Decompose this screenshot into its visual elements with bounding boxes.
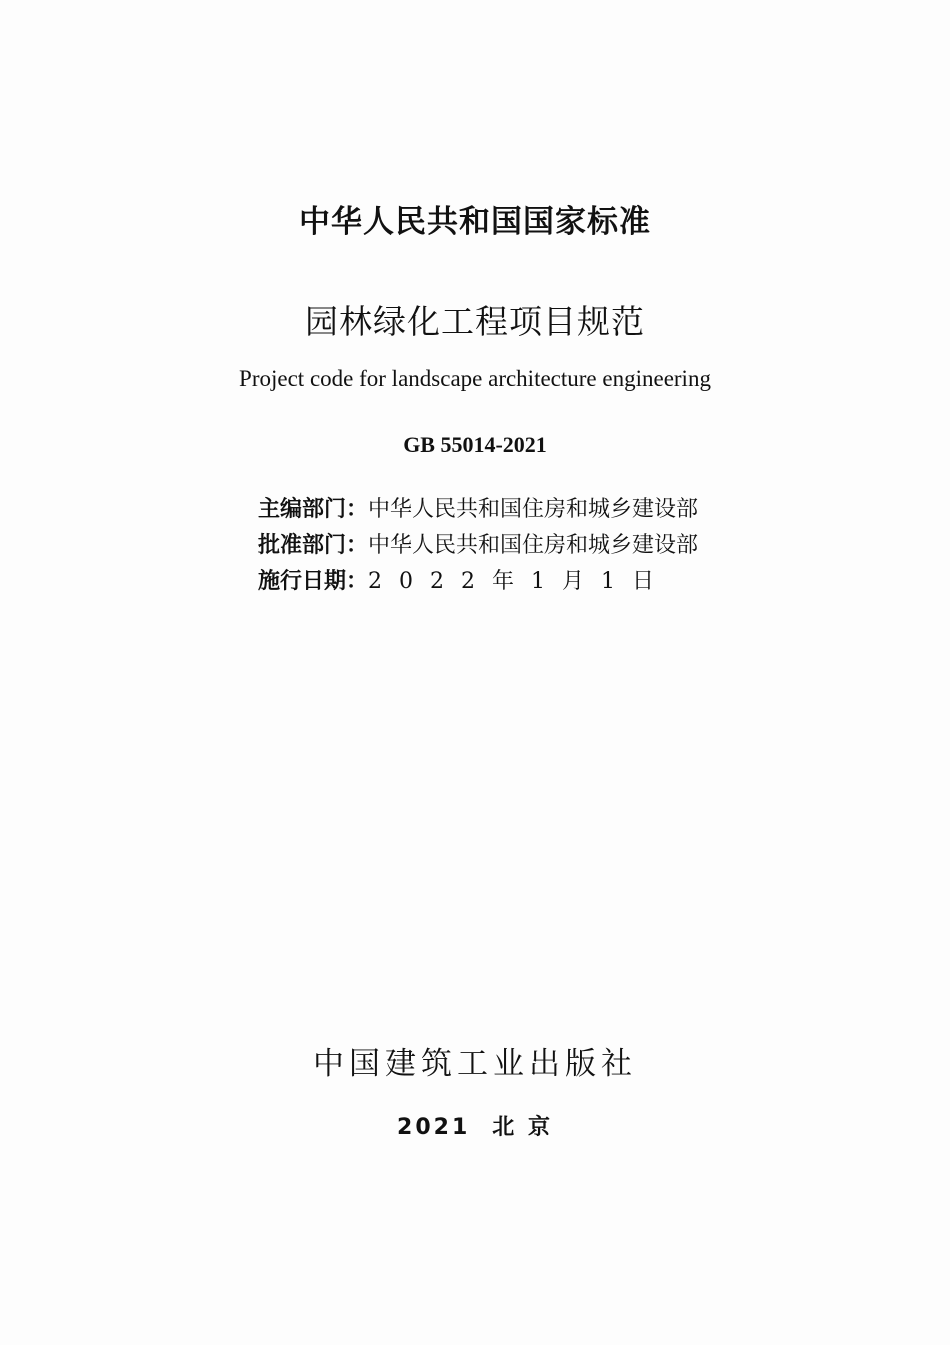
effective-date-label: 施行日期： [258, 569, 369, 594]
standard-type-heading: 中华人民共和国国家标准 [299, 204, 651, 240]
publication-info [258, 492, 758, 600]
publication-city: 北 京 [492, 1115, 553, 1140]
publisher-name: 中国建筑工业出版社 [313, 1046, 637, 1082]
english-title: Project code for landscape architecture engineering [239, 366, 711, 391]
editor-label: 主编部门： [258, 497, 369, 522]
approver-row [258, 528, 758, 564]
effective-date-row [258, 564, 758, 600]
standard-code: GB 55014-2021 [403, 432, 547, 457]
editor-row [258, 492, 758, 528]
publication-year: 2021 [397, 1115, 471, 1140]
editor-value: 中华人民共和国住房和城乡建设部 [368, 497, 699, 522]
chinese-title: 园林绿化工程项目规范 [305, 302, 645, 341]
publication-place [0, 1110, 950, 1141]
approver-label: 批准部门： [258, 533, 369, 558]
approver-value: 中华人民共和国住房和城乡建设部 [368, 533, 699, 558]
effective-date-value: 2022年1月1日 [368, 569, 671, 594]
